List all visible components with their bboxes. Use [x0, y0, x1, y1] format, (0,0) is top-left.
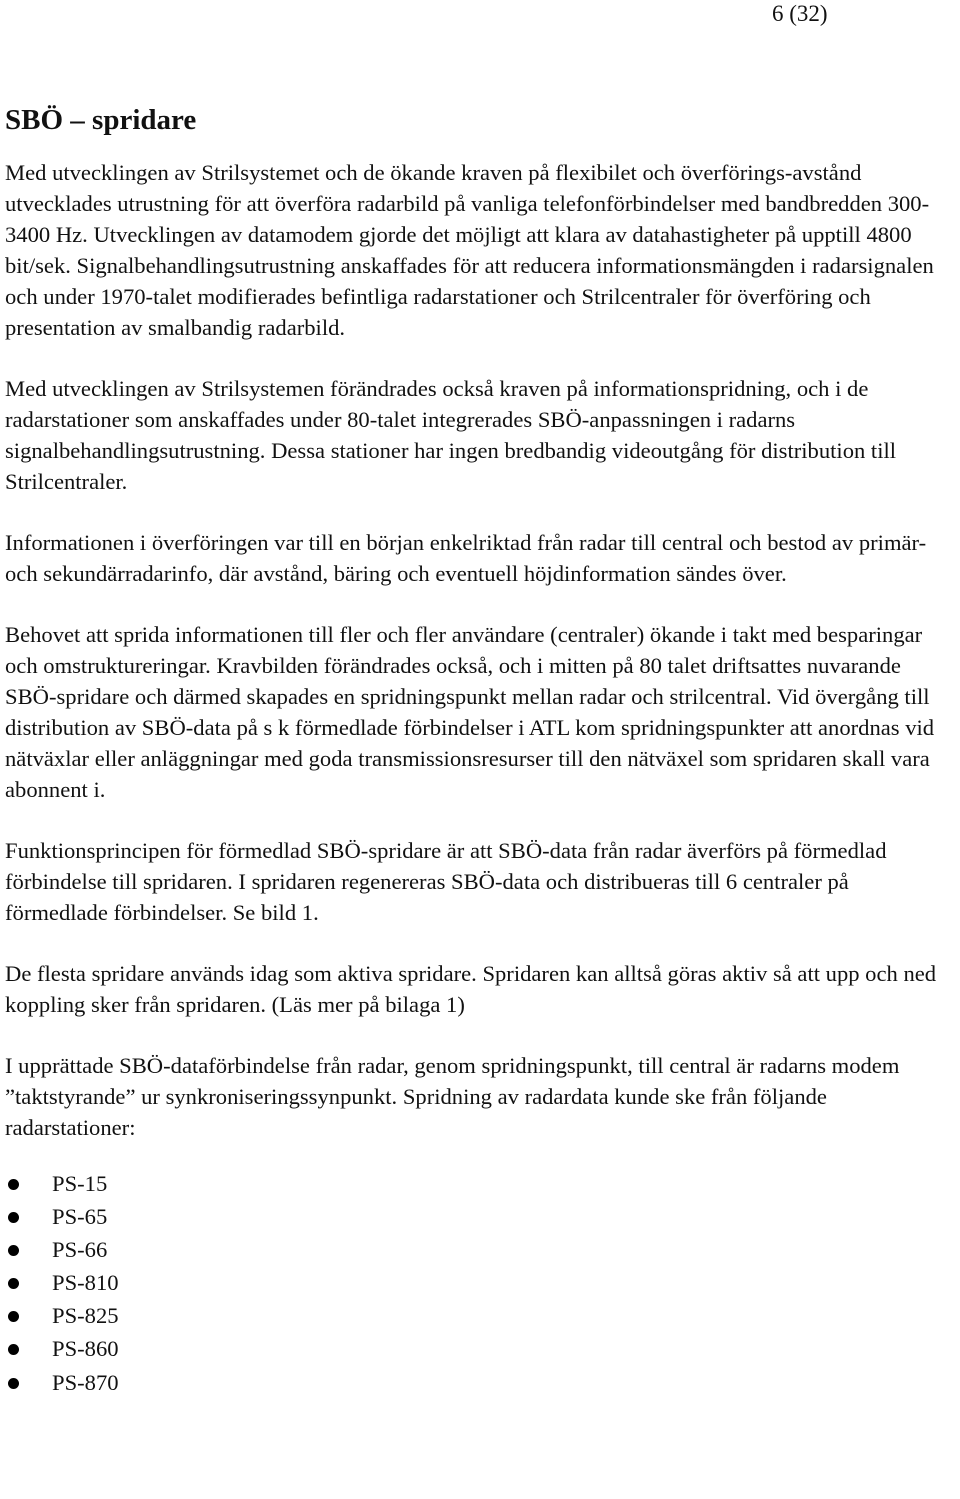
paragraph: Med utvecklingen av Strilsystemen förändrades också kraven på informationspridning, och i de radarstationer som anskaffades under 80-talet integrerades SBÖ-anpassningen i radarns signalbehandlingsutrustning. Dessa stationer har ingen bredbandig videoutgång för distribution till Strilcentraler.	[5, 376, 897, 494]
station-label: PS-825	[52, 1303, 119, 1329]
station-label: PS-870	[52, 1369, 119, 1395]
list-item	[5, 1332, 955, 1365]
station-label: PS-15	[52, 1171, 108, 1196]
list-item	[5, 1200, 955, 1233]
bullet-icon	[8, 1179, 19, 1190]
paragraph: Funktionsprincipen för förmedlad SBÖ-spridare är att SBÖ-data från radar äverförs på förmedlad förbindelse till spridaren. I spridaren regenereras SBÖ-data och distribueras till 6 centraler på förmedlade förbindelser. Se bild 1.	[5, 838, 887, 925]
station-label: PS-65	[52, 1204, 108, 1230]
station-label: PS-66	[52, 1237, 108, 1263]
list-item	[5, 1366, 955, 1399]
radar-station-list	[5, 1167, 955, 1399]
paragraph: De flesta spridare används idag som aktiva spridare. Spridaren kan alltså göras aktiv så att upp och ned koppling sker från spridaren. (Läs mer på bilaga 1)	[5, 961, 937, 1017]
list-item	[5, 1299, 955, 1332]
document-body	[5, 100, 955, 1399]
list-item	[5, 1266, 955, 1299]
bullet-icon	[8, 1278, 19, 1289]
paragraph: Med utvecklingen av Strilsystemet och de ökande kraven på flexibilet och överförings-avstånd utvecklades utrustning för att överföra radarbild på vanliga telefonförbindelser med bandbredden 300-3400 Hz. Utvecklingen av datamodem gjorde det möjligt att klara av datahastigheter på upptill 4800 bit/sek. Signalbehandlingsutrustning anskaffades för att reducera informationsmängden i radarsignalen och under 1970-talet modifierades befintliga radarstationer och Strilcentraler för överföring och presentation av smalbandig radarbild.	[5, 160, 934, 340]
bullet-icon	[8, 1311, 19, 1322]
paragraph: Informationen i överföringen var till en början enkelriktad från radar till central och bestod av primär- och sekundärradarinfo, där avstånd, bäring och eventuell höjdinformation sändes över.	[5, 530, 927, 586]
paragraph: I upprättade SBÖ-dataförbindelse från radar, genom spridningspunkt, till central är radarns modem ”taktstyrande” ur synkroniseringssynpunkt. Spridning av radardata kunde ske från följande radarstationer:	[5, 1053, 900, 1140]
section-title: SBÖ – spridare	[5, 104, 197, 136]
station-label: PS-860	[52, 1336, 119, 1362]
page-number: 6 (32)	[772, 1, 828, 26]
station-label: PS-810	[52, 1270, 119, 1296]
list-item	[5, 1233, 955, 1266]
paragraph: Behovet att sprida informationen till fler och fler användare (centraler) ökande i takt med besparingar och omstruktureringar. Kravbilden förändrades också, och i mitten på 80 talet driftsattes nuvarande SBÖ-spridare och därmed skapades en spridningspunkt mellan radar och strilcentral. Vid övergång till distribution av SBÖ-data på s k förmedlade förbindelser i ATL kom spridningspunkter att anordnas vid nätväxlar eller anläggningar med goda transmissionsresurser till den nätväxel som spridaren skall vara abonnent i.	[5, 622, 935, 802]
bullet-icon	[8, 1344, 19, 1355]
bullet-icon	[8, 1212, 19, 1223]
bullet-icon	[8, 1245, 19, 1256]
bullet-icon	[8, 1378, 19, 1389]
list-item	[5, 1167, 955, 1200]
